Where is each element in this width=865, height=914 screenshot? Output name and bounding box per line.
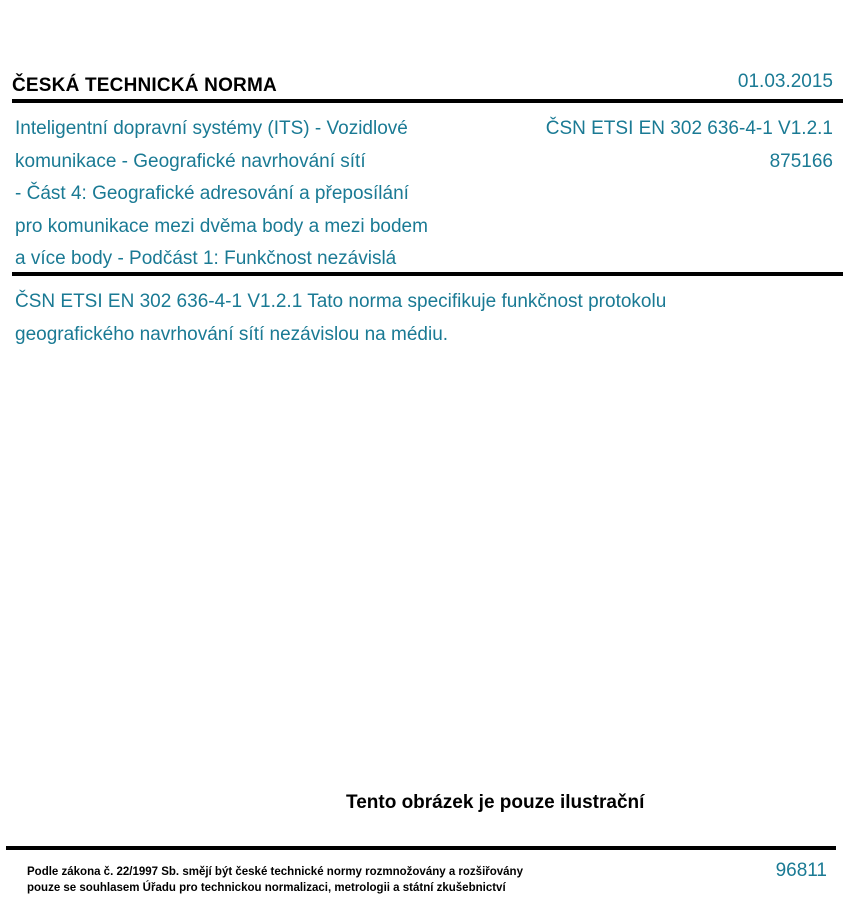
catalog-number: 96811	[775, 860, 827, 881]
legal-line: Podle zákona č. 22/1997 Sb. smějí být české technické normy rozmnožovány a rozšiřovány	[27, 866, 523, 878]
footer-divider	[6, 846, 836, 850]
title-line: a více body - Podčást 1: Funkčnost nezávislá	[15, 248, 397, 269]
class-number: 875166	[769, 150, 833, 172]
title-divider	[12, 272, 843, 276]
title-line: pro komunikace mezi dvěma body a mezi bodem	[15, 215, 428, 237]
description-line: geografického navrhování sítí nezávislou na médiu.	[15, 323, 449, 345]
title-line: komunikace - Geografické navrhování sítí	[15, 150, 366, 172]
norm-label: ČESKÁ TECHNICKÁ NORMA	[12, 75, 277, 96]
standard-description	[15, 286, 805, 351]
illustration-notice: Tento obrázek je pouze ilustrační	[346, 792, 645, 813]
publication-date: 01.03.2015	[737, 71, 833, 92]
legal-notice	[27, 864, 523, 896]
legal-line: pouze se souhlasem Úřadu pro technickou normalizaci, metrologii a státní zkušebnictví	[27, 882, 506, 894]
standard-title	[15, 113, 495, 276]
standard-designation-block	[546, 113, 833, 178]
header-divider	[12, 99, 843, 103]
title-line: Inteligentní dopravní systémy (ITS) - Vozidlové	[15, 118, 408, 139]
title-line: - Část 4: Geografické adresování a přeposílání	[15, 183, 409, 204]
standard-designation: ČSN ETSI EN 302 636-4-1 V1.2.1	[545, 118, 833, 139]
description-line: ČSN ETSI EN 302 636-4-1 V1.2.1 Tato norma specifikuje funkčnost protokolu	[15, 291, 667, 312]
